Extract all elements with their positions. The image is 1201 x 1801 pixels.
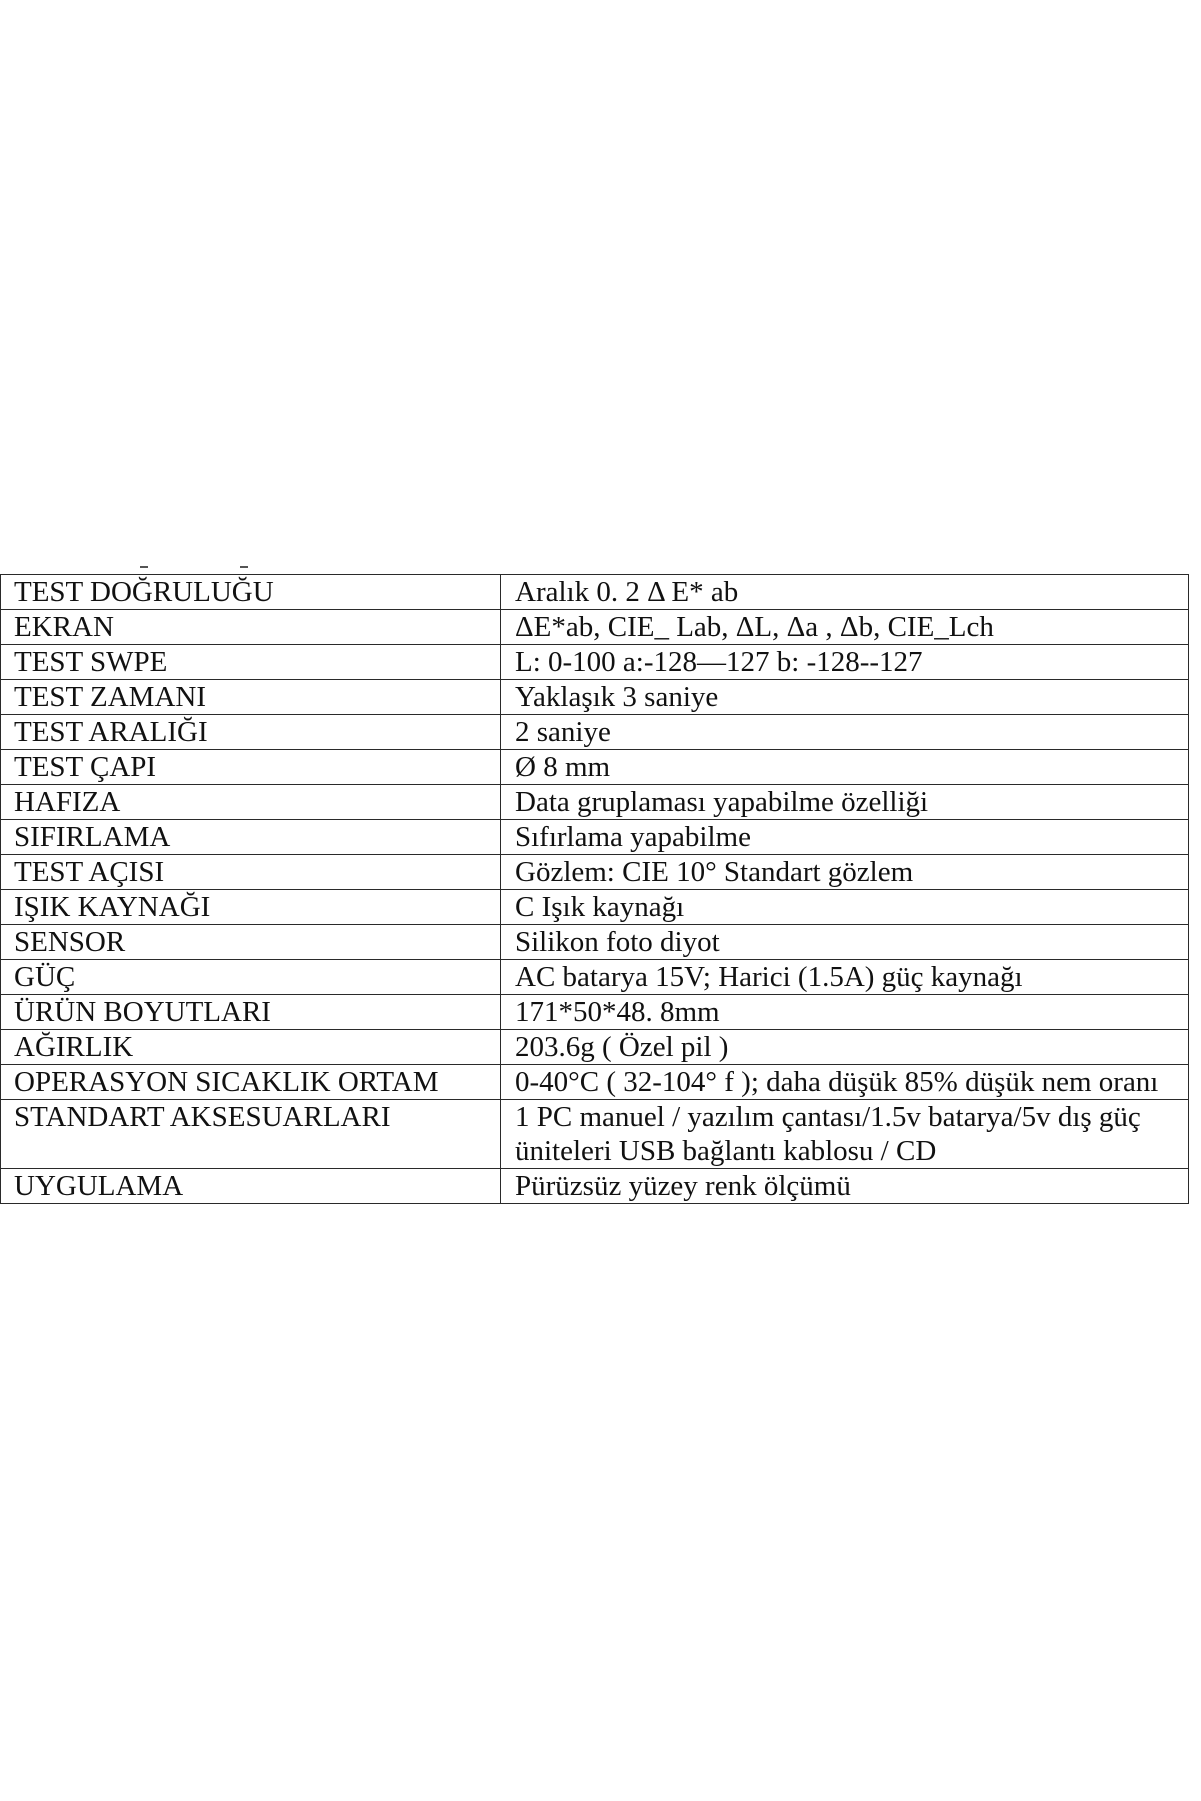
spec-value: 0-40°C ( 32-104° f ); daha düşük 85% düşük nem oranı [501,1065,1189,1100]
table-row [1,680,1189,715]
spec-label: TEST ZAMANI [1,680,501,715]
spec-label: OPERASYON SICAKLIK ORTAM [1,1065,501,1100]
table-row [1,575,1189,610]
spec-label: HAFIZA [1,785,501,820]
table-row [1,1100,1189,1169]
spec-table [0,574,1189,1204]
spec-value [501,1100,1189,1169]
spec-value: AC batarya 15V; Harici (1.5A) güç kaynağı [501,960,1189,995]
spec-label: SIFIRLAMA [1,820,501,855]
table-row [1,925,1189,960]
spec-label: STANDART AKSESUARLARI [1,1100,501,1169]
table-row [1,1065,1189,1100]
table-row [1,715,1189,750]
spec-value: ΔE*ab, CIE_ Lab, ΔL, Δa , Δb, CIE_Lch [501,610,1189,645]
spec-label: ÜRÜN BOYUTLARI [1,995,501,1030]
table-row [1,855,1189,890]
spec-label: TEST ARALIĞI [1,715,501,750]
spec-value: Pürüzsüz yüzey renk ölçümü [501,1169,1189,1204]
spec-value: 171*50*48. 8mm [501,995,1189,1030]
table-row [1,995,1189,1030]
table-row [1,785,1189,820]
spec-label: AĞIRLIK [1,1030,501,1065]
spec-label: GÜÇ [1,960,501,995]
table-row [1,645,1189,680]
spec-value: Sıfırlama yapabilme [501,820,1189,855]
table-row [1,750,1189,785]
spec-value: 203.6g ( Özel pil ) [501,1030,1189,1065]
spec-label: TEST AÇISI [1,855,501,890]
spec-value: 2 saniye [501,715,1189,750]
table-row [1,1030,1189,1065]
spec-label: EKRAN [1,610,501,645]
spec-value: Gözlem: CIE 10° Standart gözlem [501,855,1189,890]
spec-value: Aralık 0. 2 Δ E* ab [501,575,1189,610]
spec-value: L: 0-100 a:-128—127 b: -128--127 [501,645,1189,680]
table-row [1,890,1189,925]
table-row [1,960,1189,995]
spec-value: C Işık kaynağı [501,890,1189,925]
spec-value: Yaklaşık 3 saniye [501,680,1189,715]
table-row [1,610,1189,645]
spec-value-line: 1 PC manuel / yazılım çantası/1.5v batarya/5v dış güç [515,1101,1141,1133]
spec-label: UYGULAMA [1,1169,501,1204]
spec-value: Data gruplaması yapabilme özelliği [501,785,1189,820]
spec-value: Silikon foto diyot [501,925,1189,960]
table-row [1,820,1189,855]
spec-value-line: üniteleri USB bağlantı kablosu / CD [515,1135,937,1167]
spec-label: TEST ÇAPI [1,750,501,785]
table-row [1,1169,1189,1204]
scan-artifact-marks [140,566,260,570]
spec-value: Ø 8 mm [501,750,1189,785]
spec-label: TEST SWPE [1,645,501,680]
spec-label: TEST DOĞRULUĞU [1,575,501,610]
spec-label: IŞIK KAYNAĞI [1,890,501,925]
spec-label: SENSOR [1,925,501,960]
